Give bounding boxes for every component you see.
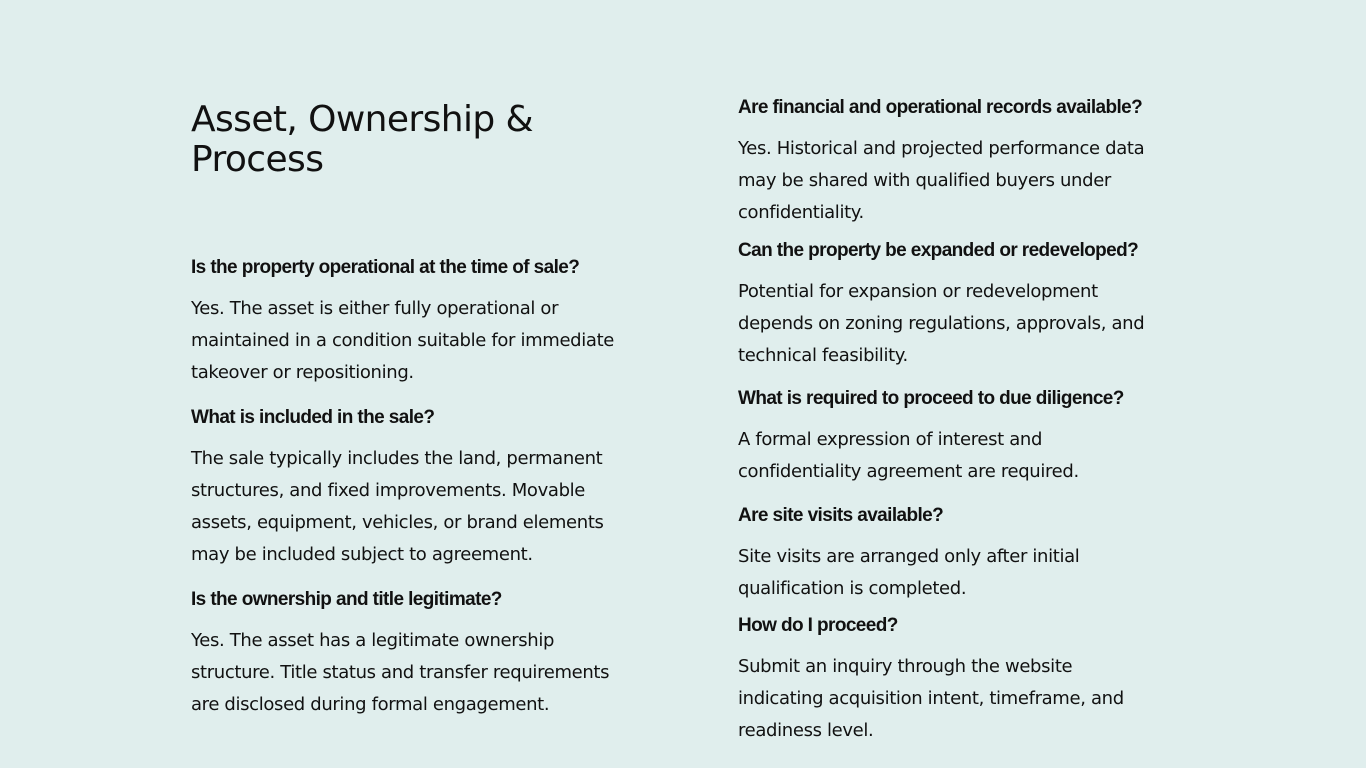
answer-line: are disclosed during formal engagement.: [191, 694, 550, 715]
answer-line: The sale typically includes the land, permanent: [191, 448, 603, 469]
answer-line: Site visits are arranged only after initial: [738, 546, 1080, 567]
faq-item-site-visits: [738, 504, 1208, 605]
faq-question: What is required to proceed to due diligence?: [738, 388, 1124, 409]
answer-line: Potential for expansion or redevelopment: [738, 281, 1098, 302]
answer-line: confidentiality.: [738, 202, 864, 223]
faq-answer: [191, 625, 671, 721]
answer-line: Yes. The asset is either fully operational or: [191, 298, 559, 319]
answer-line: readiness level.: [738, 720, 874, 741]
answer-line: structures, and fixed improvements. Movable: [191, 480, 586, 501]
answer-line: Submit an inquiry through the website: [738, 656, 1073, 677]
faq-question: Are financial and operational records available?: [738, 97, 1143, 118]
faq-answer: [738, 651, 1208, 747]
answer-line: assets, equipment, vehicles, or brand elements: [191, 512, 604, 533]
faq-item-expansion: [738, 239, 1208, 372]
answer-line: A formal expression of interest and: [738, 429, 1043, 450]
faq-item-operational: [191, 256, 671, 389]
answer-line: technical feasibility.: [738, 345, 908, 366]
answer-line: indicating acquisition intent, timeframe, and: [738, 688, 1124, 709]
faq-answer: [191, 293, 671, 389]
answer-line: confidentiality agreement are required.: [738, 461, 1079, 482]
faq-question: Are site visits available?: [738, 505, 944, 526]
page-title: Asset, Ownership & Process: [191, 99, 533, 180]
answer-line: structure. Title status and transfer requirements: [191, 662, 610, 683]
answer-line: Yes. Historical and projected performance data: [738, 138, 1145, 159]
faq-answer: [738, 133, 1208, 229]
answer-line: may be shared with qualified buyers under: [738, 170, 1111, 191]
answer-line: qualification is completed.: [738, 578, 967, 599]
faq-question: Is the ownership and title legitimate?: [191, 589, 502, 610]
faq-item-records: [738, 96, 1208, 229]
faq-item-due-diligence: [738, 387, 1208, 488]
faq-answer: [191, 443, 671, 571]
answer-line: may be included subject to agreement.: [191, 544, 533, 565]
faq-answer: [738, 276, 1208, 372]
faq-question: Can the property be expanded or redeveloped?: [738, 240, 1139, 261]
answer-line: takeover or repositioning.: [191, 362, 414, 383]
faq-item-ownership: [191, 588, 671, 721]
faq-question: How do I proceed?: [738, 615, 898, 636]
faq-item-included: [191, 406, 671, 571]
faq-answer: [738, 424, 1208, 488]
faq-question: What is included in the sale?: [191, 407, 435, 428]
answer-line: depends on zoning regulations, approvals, and: [738, 313, 1145, 334]
answer-line: maintained in a condition suitable for immediate: [191, 330, 615, 351]
faq-answer: [738, 541, 1208, 605]
faq-question: Is the property operational at the time of sale?: [191, 257, 580, 278]
answer-line: Yes. The asset has a legitimate ownership: [191, 630, 555, 651]
faq-item-proceed: [738, 614, 1208, 747]
